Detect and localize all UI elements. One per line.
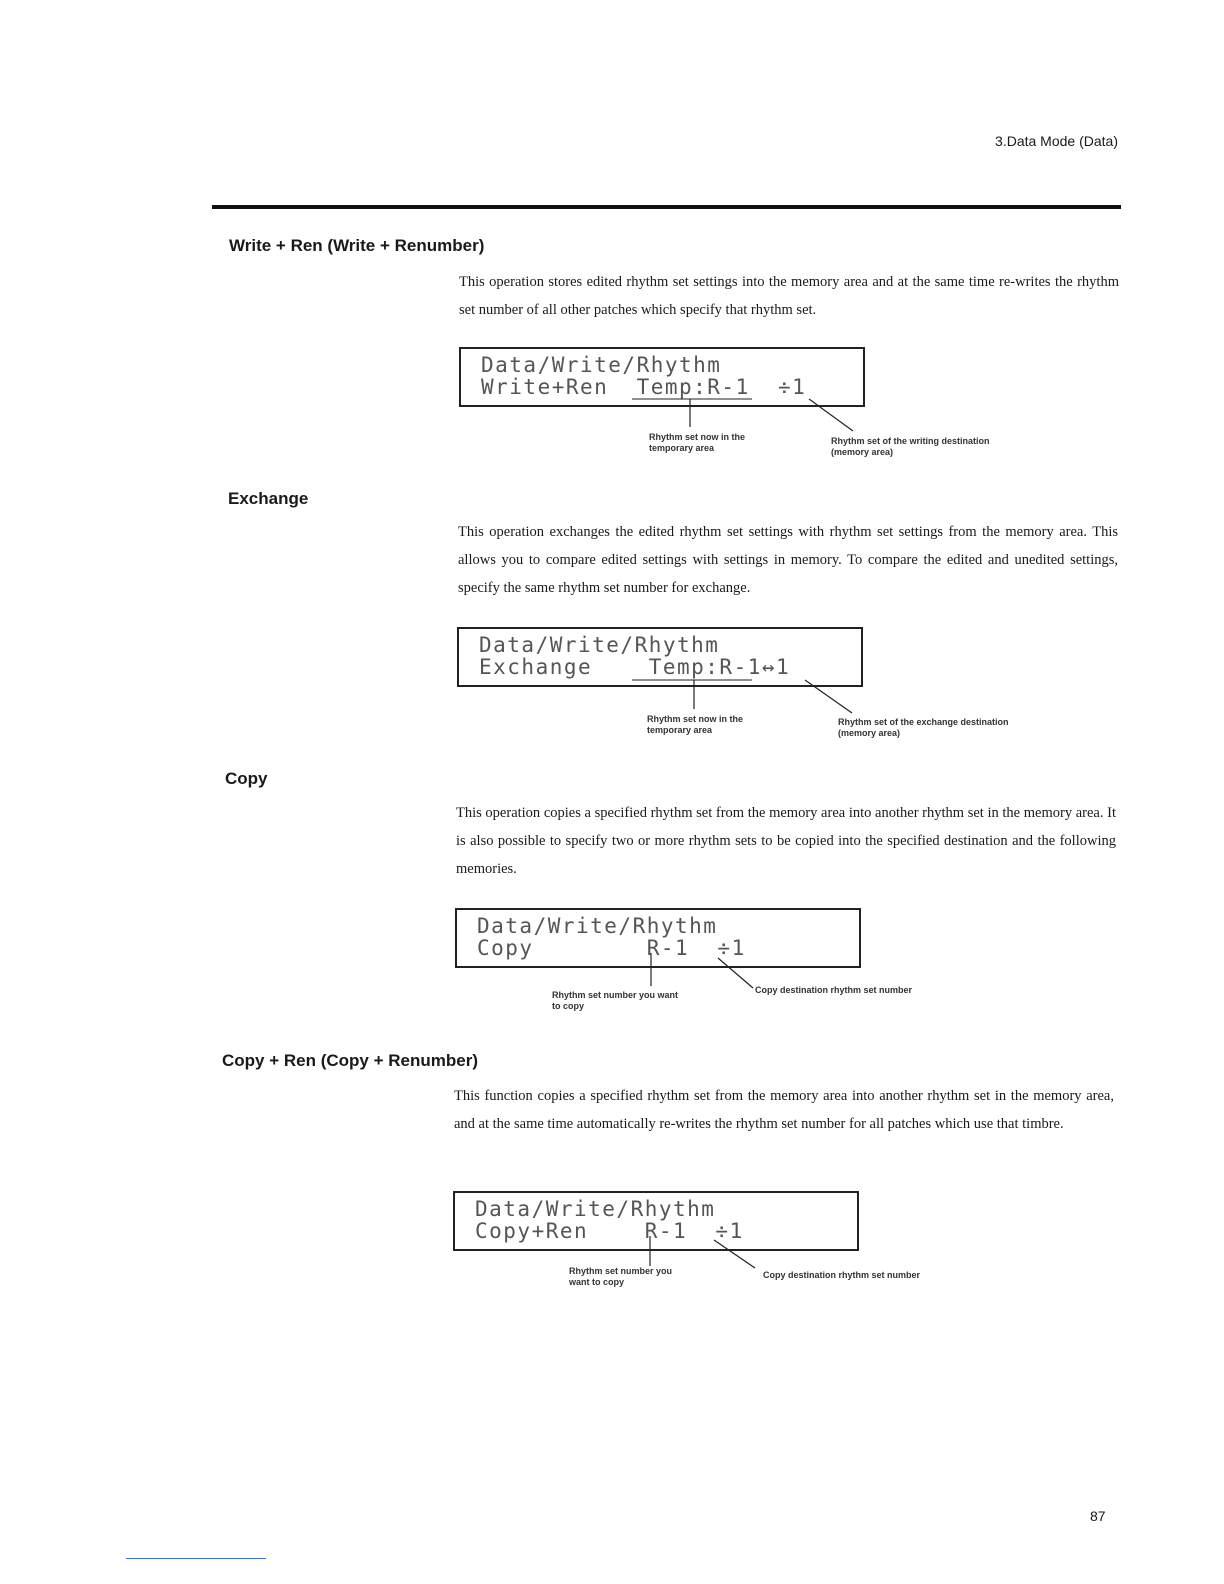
section-heading-exchange: Exchange — [228, 489, 309, 508]
running-header: 3.Data Mode (Data) — [995, 133, 1118, 149]
section-paragraph-copy: This operation copies a specified rhythm set from the memory area into another rhythm set in the memory area. It is also possible to specify two or more rhythm sets to be copied into the specified destination and the following memories. — [456, 805, 1116, 877]
lcd-line-1: Data/Write/Rhythm — [479, 633, 720, 657]
annotation-temporary-area: Rhythm set now in the temporary area — [649, 432, 746, 453]
annotation-copy-source: Rhythm set number you want to copy — [552, 990, 679, 1011]
annotation-copy-source: Rhythm set number you want to copy — [569, 1266, 673, 1287]
section-heading-write-ren: Write + Ren (Write + Renumber) — [229, 236, 485, 255]
annotation-copy-destination: Copy destination rhythm set number — [763, 1270, 921, 1280]
lcd-line-1: Data/Write/Rhythm — [481, 353, 722, 377]
section-paragraph-copy-ren: This function copies a specified rhythm set from the memory area into another rhythm set in the memory area, and at the same time automatically re-writes the rhythm set number for all patches which use that timbre. — [454, 1088, 1114, 1132]
lcd-line-1: Data/Write/Rhythm — [477, 914, 718, 938]
annotation-copy-destination: Copy destination rhythm set number — [755, 985, 913, 995]
footer-divider — [126, 1558, 266, 1559]
lcd-line-1: Data/Write/Rhythm — [475, 1197, 716, 1221]
annotation-exchange-destination: Rhythm set of the exchange destination (memory area) — [838, 717, 1009, 738]
lcd-line-2: Copy R-1 ÷1 — [477, 936, 746, 960]
lcd-line-2: Write+Ren Temp:R-1 ÷1 — [481, 375, 807, 399]
annotation-writing-destination: Rhythm set of the writing destination (memory area) — [831, 436, 990, 457]
section-paragraph-write-ren: This operation stores edited rhythm set settings into the memory area and at the same time re-writes the rhythm set number of all other patches which specify that rhythm set. — [459, 274, 1119, 318]
lcd-line-2: Exchange Temp:R-1↔1 — [479, 655, 791, 679]
section-heading-copy-ren: Copy + Ren (Copy + Renumber) — [222, 1051, 478, 1070]
section-heading-copy: Copy — [225, 769, 268, 788]
annotation-temporary-area: Rhythm set now in the temporary area — [647, 714, 744, 735]
page-number: 87 — [1090, 1508, 1106, 1524]
section-paragraph-exchange: This operation exchanges the edited rhythm set settings with rhythm set settings from the memory area. This allows you to compare edited settings with settings in memory. To compare the edited and unedited settings, specify the same rhythm set number for exchange. — [458, 524, 1118, 596]
lcd-line-2: Copy+Ren R-1 ÷1 — [475, 1219, 744, 1243]
